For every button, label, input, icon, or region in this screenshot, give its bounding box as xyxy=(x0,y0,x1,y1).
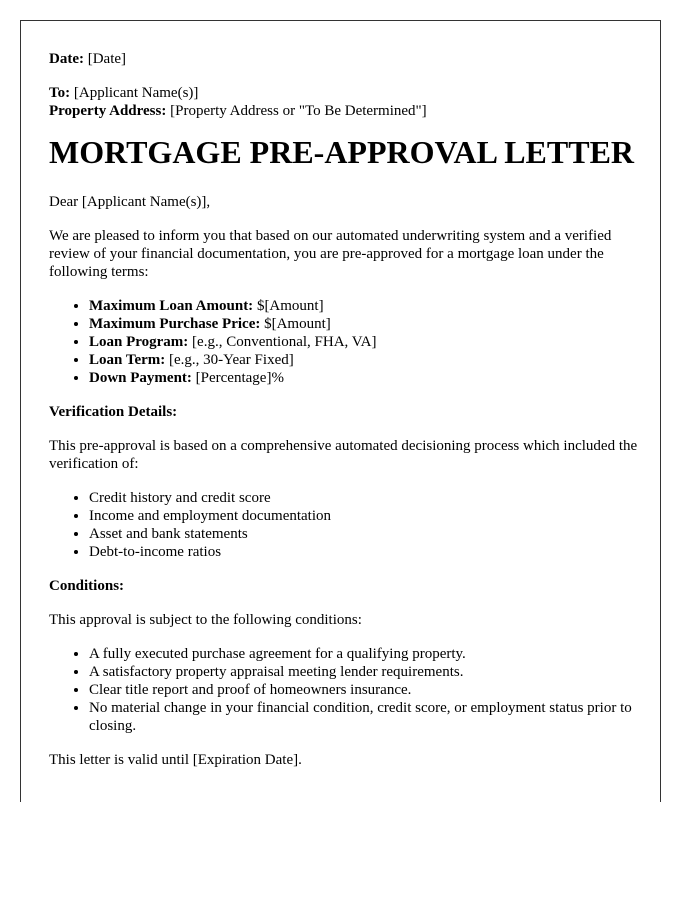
list-item: • A satisfactory property appraisal meeting lender requirements. xyxy=(89,663,639,681)
term-value: $[Amount] xyxy=(264,316,331,332)
term-value: [Percentage]% xyxy=(195,370,284,386)
list-item: • Credit history and credit score xyxy=(89,489,639,507)
letter-title: MORTGAGE PRE-APPROVAL LETTER xyxy=(49,134,635,170)
property-address-label: Property Address: xyxy=(49,103,167,119)
conditions-paragraph: This approval is subject to the following conditions: xyxy=(49,612,362,628)
term-label: Loan Program: xyxy=(89,334,189,350)
to-line xyxy=(49,84,639,102)
list-item xyxy=(89,315,639,333)
term-value: $[Amount] xyxy=(256,298,324,314)
term-label: Maximum Purchase Price: xyxy=(89,316,261,332)
list-item xyxy=(89,297,639,315)
list-item: • Debt-to-income ratios xyxy=(89,543,639,561)
loan-terms-list xyxy=(49,297,639,387)
term-value: [e.g., Conventional, FHA, VA] xyxy=(192,334,377,350)
list-item xyxy=(89,333,639,351)
conditions-list xyxy=(49,645,639,735)
term-label: Loan Term: xyxy=(89,352,166,368)
verification-paragraph: This pre-approval is based on a comprehensive automated decisioning process which included the verification of: xyxy=(49,438,638,472)
to-label: To: xyxy=(49,85,71,101)
letter-content xyxy=(49,50,639,785)
to-value: [Applicant Name(s)] xyxy=(73,85,199,101)
intro-paragraph: We are pleased to inform you that based on our automated underwriting system and a verified review of your financial documentation, you are pre-approved for a mortgage loan under the following terms: xyxy=(49,228,612,280)
term-label: Maximum Loan Amount: xyxy=(89,298,254,314)
letter-page xyxy=(20,20,661,802)
list-item: • Income and employment documentation xyxy=(89,507,639,525)
date-line xyxy=(49,50,639,68)
list-item: • No material change in your financial condition, credit score, or employment status prior to closing. xyxy=(89,699,639,735)
verification-heading: Verification Details: xyxy=(49,404,178,420)
list-item: • A fully executed purchase agreement for a qualifying property. xyxy=(89,645,639,663)
validity-statement: This letter is valid until [Expiration Date]. xyxy=(49,752,302,768)
property-address-line xyxy=(49,102,639,120)
list-item: • Asset and bank statements xyxy=(89,525,639,543)
date-label: Date: xyxy=(49,51,84,67)
list-item xyxy=(89,369,639,387)
term-value: [e.g., 30-Year Fixed] xyxy=(169,352,294,368)
term-label: Down Payment: xyxy=(89,370,192,386)
verification-list xyxy=(49,489,639,561)
date-value: [Date] xyxy=(87,51,127,67)
property-address-value: [Property Address or "To Be Determined"] xyxy=(170,103,427,119)
list-item: • Clear title report and proof of homeowners insurance. xyxy=(89,681,639,699)
salutation: Dear [Applicant Name(s)], xyxy=(49,194,211,210)
conditions-heading: Conditions: xyxy=(49,578,125,594)
list-item xyxy=(89,351,639,369)
